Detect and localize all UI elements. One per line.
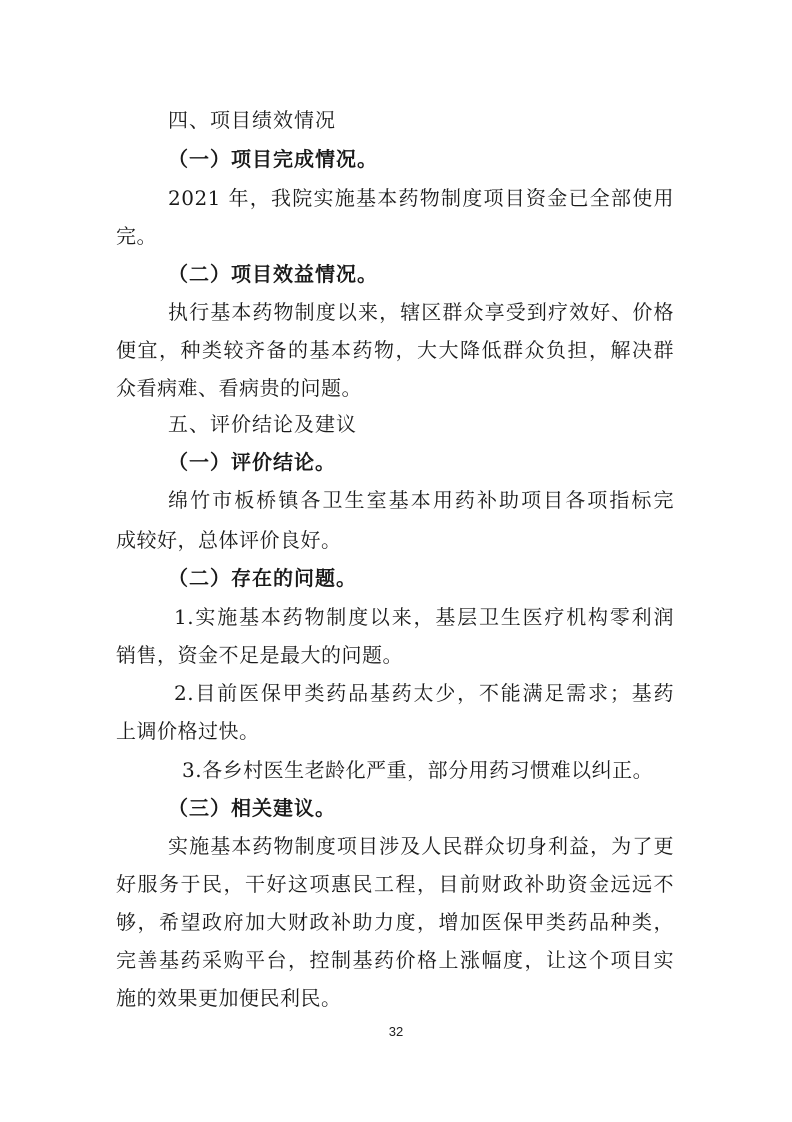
- paragraph-line: 实施基本药物制度项目涉及人民群众切身利益，为了更: [168, 834, 674, 858]
- paragraph-line: 便宜，种类较齐备的基本药物，大大降低群众负担，解决群: [116, 338, 674, 362]
- subsection-heading-5-2: （二）存在的问题。: [168, 566, 357, 590]
- paragraph-line: 施的效果更加便民利民。: [116, 986, 342, 1010]
- list-item-line: 销售，资金不足是最大的问题。: [116, 643, 403, 667]
- subsection-heading-5-3: （三）相关建议。: [168, 796, 336, 820]
- paragraph-line: 够，希望政府加大财政补助力度，增加医保甲类药品种类，: [116, 910, 674, 934]
- paragraph-line: 完。: [116, 224, 157, 248]
- list-item-line: 上调价格过快。: [116, 719, 260, 743]
- list-item-line: 3.各乡村医生老龄化严重，部分用药习惯难以纠正。: [182, 758, 654, 782]
- paragraph-line: 2021 年，我院实施基本药物制度项目资金已全部使用: [168, 186, 674, 210]
- section-heading-5: 五、评价结论及建议: [168, 412, 357, 436]
- paragraph-line: 执行基本药物制度以来，辖区群众享受到疗效好、价格: [168, 300, 674, 324]
- page-number: 32: [388, 1024, 404, 1039]
- list-item-line: 2.目前医保甲类药品基药太少，不能满足需求；基药: [174, 681, 674, 705]
- section-heading-4: 四、项目绩效情况: [168, 108, 336, 132]
- paragraph-line: 完善基药采购平台，控制基药价格上涨幅度，让这个项目实: [116, 948, 674, 972]
- paragraph-line: 好服务于民，干好这项惠民工程，目前财政补助资金远远不: [116, 872, 674, 896]
- list-item-line: 1.实施基本药物制度以来，基层卫生医疗机构零利润: [174, 605, 674, 629]
- paragraph-line: 众看病难、看病贵的问题。: [116, 376, 362, 400]
- subsection-heading-4-2: （二）项目效益情况。: [168, 262, 378, 286]
- paragraph-line: 成较好，总体评价良好。: [116, 528, 342, 552]
- subsection-heading-5-1: （一）评价结论。: [168, 450, 336, 474]
- paragraph-line: 绵竹市板桥镇各卫生室基本用药补助项目各项指标完: [168, 488, 674, 512]
- subsection-heading-4-1: （一）项目完成情况。: [168, 147, 378, 171]
